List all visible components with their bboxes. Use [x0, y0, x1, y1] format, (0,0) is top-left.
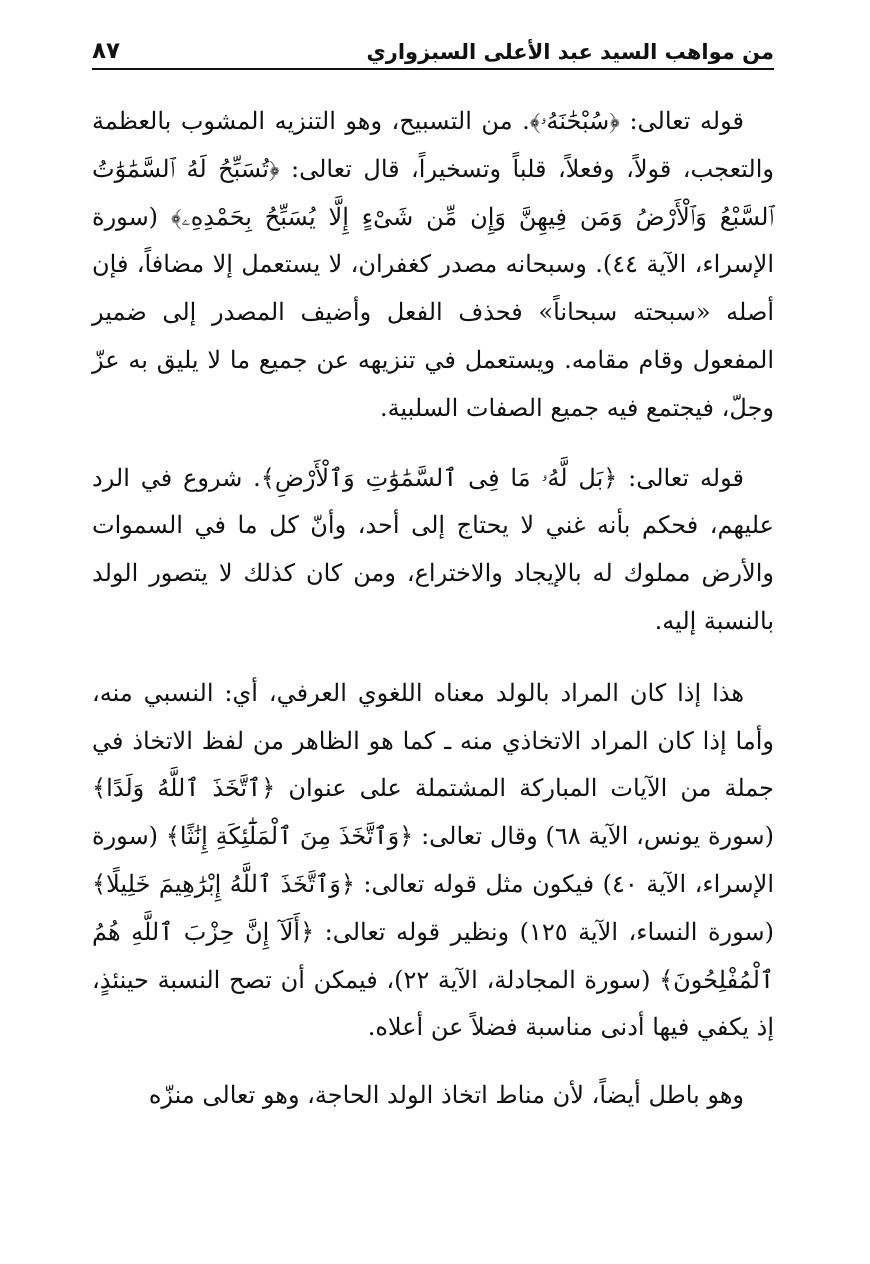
paragraph-1-text: قوله تعالى: ﴿سُبْحَٰنَهُۥ﴾. من التسبيح، وهو التنزيه المشوب بالعظمة والتعجب، قولاً، وفعلاً، قلباً وتسخيراً، قال تعالى: ﴿تُسَبِّحُ لَهُ ٱلسَّمَٰوَٰتُ ٱلسَّبْعُ وَٱلْأَرْضُ وَمَن فِيهِنَّ وَإِن مِّن شَىْءٍ إِلَّا يُسَبِّحُ بِحَمْدِهِۦ﴾ (سورة الإسراء، الآية ٤٤). وسبحانه مصدر كغفران، لا يستعمل إلا مضافاً، فإن أصله «سبحته سبحاناً» فحذف الفعل وأضيف المصدر إلى ضمير المفعول وقام مقامه. ويستعمل في تنزيهه عن جميع ما لا يليق به عزّ وجلّ، فيجتمع فيه جميع الصفات السلبية.	[92, 107, 774, 422]
paragraph-4	[92, 1072, 774, 1120]
body-text	[92, 98, 774, 1120]
header-title: من مواهب السيد عبد الأعلى السبزواري	[366, 40, 774, 64]
page-number: ٨٧	[92, 38, 121, 64]
paragraph-2	[92, 455, 774, 646]
paragraph-4-text: وهو باطل أيضاً، لأن مناط اتخاذ الولد الحاجة، وهو تعالى منزّه	[148, 1081, 744, 1110]
paragraph-3-text: هذا إذا كان المراد بالولد معناه اللغوي العرفي، أي: النسبي منه، وأما إذا كان المراد الاتخاذي منه ـ كما هو الظاهر من لفظ الاتخاذ في جملة من الآيات المباركة المشتملة على عنوان ﴿ٱتَّخَذَ ٱللَّهُ وَلَدًا﴾ (سورة يونس، الآية ٦٨) وقال تعالى: ﴿وَٱتَّخَذَ مِنَ ٱلْمَلَٰٓئِكَةِ إِنَٰثًا﴾ (سورة الإسراء، الآية ٤٠) فيكون مثل قوله تعالى: ﴿وَٱتَّخَذَ ٱللَّهُ إِبْرَٰهِيمَ خَلِيلًا﴾ (سورة النساء، الآية ١٢٥) ونظير قوله تعالى: ﴿أَلَآ إِنَّ حِزْبَ ٱللَّهِ هُمُ ٱلْمُفْلِحُونَ﴾ (سورة المجادلة، الآية ٢٢)، فيمكن أن تصح النسبة حينئذٍ، إذ يكفي فيها أدنى مناسبة فضلاً عن أعلاه.	[92, 678, 774, 1042]
paragraph-2-text: قوله تعالى: ﴿بَل لَّهُۥ مَا فِى ٱلسَّمَٰوَٰتِ وَٱلْأَرْضِ﴾. شروع في الرد عليهم، فحكم بأنه غني لا يحتاج إلى أحد، وأنّ كل ما في السموات والأرض مملوك له بالإيجاد والاختراع، ومن كان كذلك لا يتصور الولد بالنسبة إليه.	[92, 463, 774, 635]
paragraph-1	[92, 98, 774, 433]
paragraph-3	[92, 670, 774, 1052]
running-header	[92, 28, 774, 70]
